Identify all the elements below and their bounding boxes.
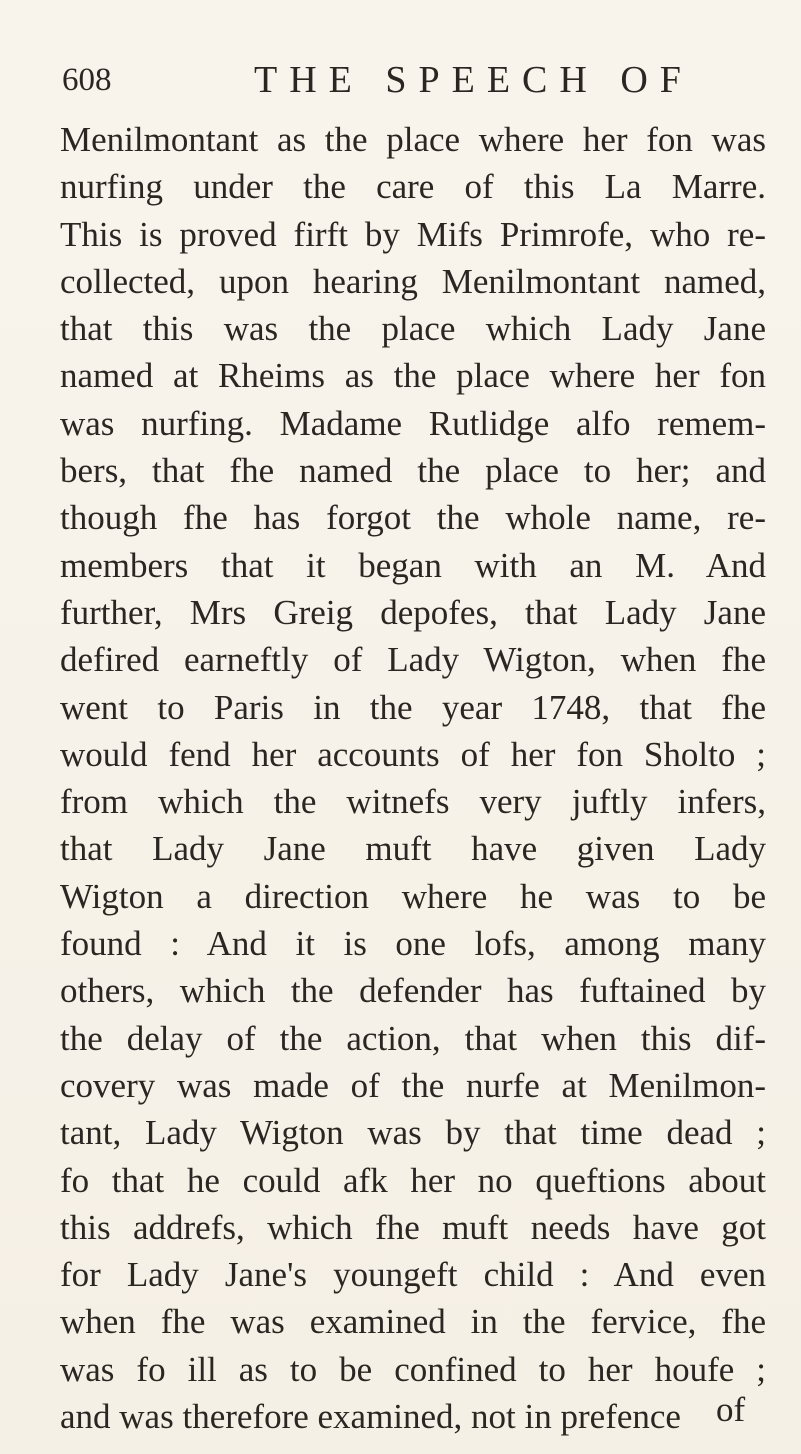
text-line: the delay of the action, that when this dif-: [60, 1018, 766, 1058]
text-line: bers, that fhe named the place to her; and: [60, 451, 766, 491]
text-line: fo that he could afk her no queftions about: [60, 1160, 766, 1200]
text-line: Wigton a direction where he was to be: [60, 876, 766, 916]
text-line: Menilmontant as the place where her fon was: [60, 120, 766, 159]
page-number: 608: [62, 62, 112, 98]
text-line: would fend her accounts of her fon Sholto ;: [60, 734, 766, 774]
text-line: went to Paris in the year 1748, that fhe: [60, 687, 766, 727]
text-line: collected, upon hearing Menilmontant named,: [60, 261, 766, 301]
text-line: that this was the place which Lady Jane: [60, 309, 766, 349]
body-text: [60, 116, 766, 1440]
text-line: members that it began with an M. And: [60, 545, 766, 585]
text-line: was nurfing. Madame Rutlidge alfo remem-: [60, 403, 766, 443]
text-line: named at Rheims as the place where her fon: [60, 356, 766, 396]
text-line: others, which the defender has fuftained by: [60, 971, 766, 1011]
text-line: for Lady Jane's youngeft child : And even: [60, 1255, 766, 1295]
text-line: though fhe has forgot the whole name, re-: [60, 498, 766, 538]
text-line: defired earneftly of Lady Wigton, when fhe: [60, 640, 766, 680]
text-line: This is proved firft by Mifs Primrofe, who re-: [60, 214, 766, 254]
text-line: tant, Lady Wigton was by that time dead ;: [60, 1113, 766, 1153]
text-line: from which the witnefs very juftly infers,: [60, 782, 766, 822]
page-header: [62, 58, 762, 106]
text-line: further, Mrs Greig depofes, that Lady Jane: [60, 592, 766, 632]
catchword: of: [716, 1390, 746, 1429]
text-line: found : And it is one lofs, among many: [60, 924, 766, 964]
text-line: that Lady Jane muft have given Lady: [60, 829, 766, 869]
running-head: THE SPEECH OF: [254, 59, 693, 101]
text-line: when fhe was examined in the fervice, fhe: [60, 1302, 766, 1342]
text-line: covery was made of the nurfe at Menilmon-: [60, 1065, 766, 1105]
text-line: and was therefore examined, not in prefence: [60, 1397, 681, 1437]
text-line: nurfing under the care of this La Marre.: [60, 167, 766, 207]
text-line: this addrefs, which fhe muft needs have got: [60, 1207, 766, 1247]
text-line: was fo ill as to be confined to her houfe ;: [60, 1349, 766, 1389]
